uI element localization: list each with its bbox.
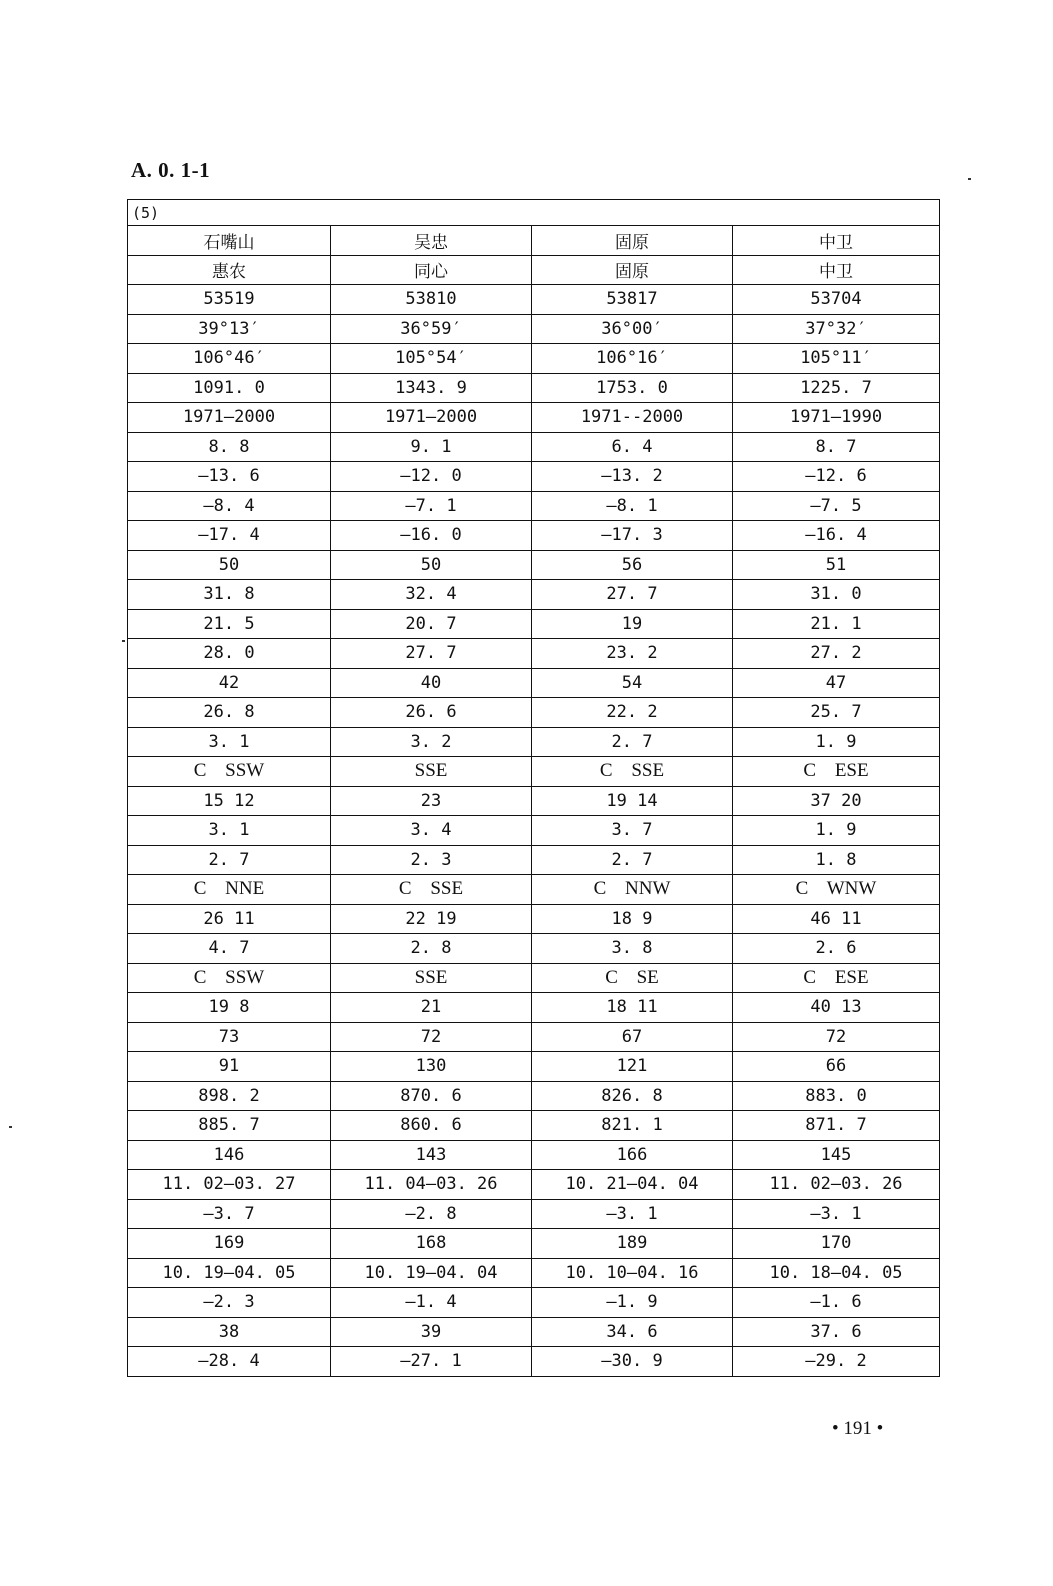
- table-row: [128, 521, 940, 551]
- table-cell: C NNW: [532, 875, 733, 905]
- table-cell: 36°00′: [532, 314, 733, 344]
- header-cell: 惠农: [128, 255, 331, 285]
- table-cell: 36°59′: [331, 314, 532, 344]
- table-cell: 166: [532, 1140, 733, 1170]
- table-cell: 21. 1: [733, 609, 940, 639]
- table-cell: 91: [128, 1052, 331, 1082]
- scan-speck: [9, 1126, 12, 1128]
- table-cell: 146: [128, 1140, 331, 1170]
- table-cell: 130: [331, 1052, 532, 1082]
- table-cell: —1. 9: [532, 1288, 733, 1318]
- table-cell: 106°16′: [532, 344, 733, 374]
- table-cell: —29. 2: [733, 1347, 940, 1377]
- table-cell: 3. 2: [331, 727, 532, 757]
- table-cell: —17. 3: [532, 521, 733, 551]
- table-row: [128, 668, 940, 698]
- table-cell: 53810: [331, 285, 532, 315]
- table-cell: 2. 8: [331, 934, 532, 964]
- table-row: [128, 845, 940, 875]
- table-cell: 3. 1: [128, 816, 331, 846]
- table-cell: 1225. 7: [733, 373, 940, 403]
- table-title: A. 0. 1-1: [131, 158, 211, 182]
- table-cell: 19: [532, 609, 733, 639]
- table-cell: 31. 8: [128, 580, 331, 610]
- table-cell: 10. 19—04. 05: [128, 1258, 331, 1288]
- table-cell: 898. 2: [128, 1081, 331, 1111]
- table-cell: 105°54′: [331, 344, 532, 374]
- table-cell: 1971—2000: [128, 403, 331, 433]
- table-cell: 47: [733, 668, 940, 698]
- table-cell: —27. 1: [331, 1347, 532, 1377]
- table-cell: —7. 1: [331, 491, 532, 521]
- table-row: [128, 1317, 940, 1347]
- table-row: [128, 432, 940, 462]
- table-cell: C SSE: [331, 875, 532, 905]
- table-cell: 51: [733, 550, 940, 580]
- table-cell: 10. 21—04. 04: [532, 1170, 733, 1200]
- table-cell: 3. 4: [331, 816, 532, 846]
- table-cell: 871. 7: [733, 1111, 940, 1141]
- table-row: [128, 1140, 940, 1170]
- table-row: [128, 1288, 940, 1318]
- table-cell: 28. 0: [128, 639, 331, 669]
- table-cell: C ESE: [733, 963, 940, 993]
- table-cell: —2. 8: [331, 1199, 532, 1229]
- table-cell: 46 11: [733, 904, 940, 934]
- table-cell: 31. 0: [733, 580, 940, 610]
- table-cell: C SSW: [128, 757, 331, 787]
- table-row: [128, 757, 940, 787]
- table-cell: —1. 6: [733, 1288, 940, 1318]
- table-cell: 1753. 0: [532, 373, 733, 403]
- header-cell: 固原: [532, 255, 733, 285]
- table-cell: —12. 6: [733, 462, 940, 492]
- climate-data-table: [127, 199, 939, 1377]
- header-row-station: [128, 255, 940, 285]
- table-cell: 25. 7: [733, 698, 940, 728]
- table-cell: 2. 7: [532, 845, 733, 875]
- table-cell: SSE: [331, 757, 532, 787]
- table-cell: 169: [128, 1229, 331, 1259]
- table-cell: 8. 7: [733, 432, 940, 462]
- table-cell: 26. 8: [128, 698, 331, 728]
- header-cell: 同心: [331, 255, 532, 285]
- table-cell: 72: [331, 1022, 532, 1052]
- table-row: [128, 491, 940, 521]
- table-cell: 3. 8: [532, 934, 733, 964]
- table-cell: 23: [331, 786, 532, 816]
- header-cell: 石嘴山: [128, 226, 331, 256]
- table-row: [128, 816, 940, 846]
- table-cell: C ESE: [733, 757, 940, 787]
- table-cell: 67: [532, 1022, 733, 1052]
- table-cell: —16. 0: [331, 521, 532, 551]
- table-cell: SSE: [331, 963, 532, 993]
- table-row: [128, 786, 940, 816]
- table-row: [128, 1199, 940, 1229]
- table-cell: 11. 02—03. 27: [128, 1170, 331, 1200]
- table-cell: 19 14: [532, 786, 733, 816]
- header-cell: 中卫: [733, 255, 940, 285]
- page-number: • 191 •: [832, 1418, 884, 1439]
- table-cell: 27. 2: [733, 639, 940, 669]
- table-cell: 826. 8: [532, 1081, 733, 1111]
- table-cell: 39°13′: [128, 314, 331, 344]
- table-cell: 2. 6: [733, 934, 940, 964]
- table-cell: 72: [733, 1022, 940, 1052]
- table-cell: —3. 1: [532, 1199, 733, 1229]
- table-cell: 860. 6: [331, 1111, 532, 1141]
- table-cell: 106°46′: [128, 344, 331, 374]
- table-cell: —13. 2: [532, 462, 733, 492]
- table-row: [128, 1347, 940, 1377]
- table-cell: —13. 6: [128, 462, 331, 492]
- table-cell: 53519: [128, 285, 331, 315]
- table-cell: 2. 7: [128, 845, 331, 875]
- table-cell: 21: [331, 993, 532, 1023]
- table-row: [128, 314, 940, 344]
- table-row: [128, 1229, 940, 1259]
- table-cell: 73: [128, 1022, 331, 1052]
- table-cell: 26 11: [128, 904, 331, 934]
- table-row: [128, 875, 940, 905]
- table-cell: 18 11: [532, 993, 733, 1023]
- table-cell: 11. 02—03. 26: [733, 1170, 940, 1200]
- table-row: [128, 904, 940, 934]
- table-cell: 11. 04—03. 26: [331, 1170, 532, 1200]
- scan-speck: [122, 640, 125, 642]
- header-cell: 中卫: [733, 226, 940, 256]
- table-row: [128, 285, 940, 315]
- table-cell: 168: [331, 1229, 532, 1259]
- table-cell: 37°32′: [733, 314, 940, 344]
- table-cell: 3. 1: [128, 727, 331, 757]
- table-row: [128, 1081, 940, 1111]
- table-cell: 9. 1: [331, 432, 532, 462]
- table-cell: 189: [532, 1229, 733, 1259]
- table-cell: 6. 4: [532, 432, 733, 462]
- table-cell: 22. 2: [532, 698, 733, 728]
- table-cell: —12. 0: [331, 462, 532, 492]
- table-cell: C SE: [532, 963, 733, 993]
- table-cell: —16. 4: [733, 521, 940, 551]
- header-cell: 固原: [532, 226, 733, 256]
- table-row: [128, 462, 940, 492]
- table-row: [128, 580, 940, 610]
- table-cell: 170: [733, 1229, 940, 1259]
- table-cell: —2. 3: [128, 1288, 331, 1318]
- table-cell: 1091. 0: [128, 373, 331, 403]
- table-row: [128, 639, 940, 669]
- table-cell: —28. 4: [128, 1347, 331, 1377]
- table-row: [128, 934, 940, 964]
- table-cell: C WNW: [733, 875, 940, 905]
- table-row: [128, 1111, 940, 1141]
- table-cell: 1. 8: [733, 845, 940, 875]
- table-cell: 54: [532, 668, 733, 698]
- table-cell: 22 19: [331, 904, 532, 934]
- table-row: [128, 1170, 940, 1200]
- table-row: [128, 963, 940, 993]
- scan-speck: [968, 178, 971, 180]
- table-cell: 2. 7: [532, 727, 733, 757]
- table-cell: 40: [331, 668, 532, 698]
- header-row-region: [128, 226, 940, 256]
- table-cell: 50: [331, 550, 532, 580]
- table-cell: 885. 7: [128, 1111, 331, 1141]
- table-cell: 37. 6: [733, 1317, 940, 1347]
- table-cell: 4. 7: [128, 934, 331, 964]
- table-cell: 105°11′: [733, 344, 940, 374]
- table-cell: 20. 7: [331, 609, 532, 639]
- table-cell: 1. 9: [733, 816, 940, 846]
- table-cell: 15 12: [128, 786, 331, 816]
- table-cell: C SSW: [128, 963, 331, 993]
- table-cell: 19 8: [128, 993, 331, 1023]
- table-cell: 53704: [733, 285, 940, 315]
- table-row: [128, 344, 940, 374]
- table-cell: 2. 3: [331, 845, 532, 875]
- header-cell: 吴忠: [331, 226, 532, 256]
- table-row: [128, 609, 940, 639]
- table-cell: 121: [532, 1052, 733, 1082]
- table-caption: (5): [128, 200, 940, 226]
- table-cell: 10. 18—04. 05: [733, 1258, 940, 1288]
- table-cell: 143: [331, 1140, 532, 1170]
- table-cell: 8. 8: [128, 432, 331, 462]
- table-cell: 21. 5: [128, 609, 331, 639]
- table-row: [128, 403, 940, 433]
- table-cell: 23. 2: [532, 639, 733, 669]
- table-cell: —3. 1: [733, 1199, 940, 1229]
- table-row: [128, 698, 940, 728]
- table-cell: 56: [532, 550, 733, 580]
- table-cell: 10. 19—04. 04: [331, 1258, 532, 1288]
- table-cell: 26. 6: [331, 698, 532, 728]
- table-cell: 27. 7: [532, 580, 733, 610]
- table-cell: 27. 7: [331, 639, 532, 669]
- table-cell: 38: [128, 1317, 331, 1347]
- table-cell: 66: [733, 1052, 940, 1082]
- table-cell: 39: [331, 1317, 532, 1347]
- table-cell: 1971--2000: [532, 403, 733, 433]
- table-cell: 50: [128, 550, 331, 580]
- table-cell: 10. 10—04. 16: [532, 1258, 733, 1288]
- table-row: [128, 993, 940, 1023]
- table-row: [128, 550, 940, 580]
- table-cell: 32. 4: [331, 580, 532, 610]
- table-cell: —17. 4: [128, 521, 331, 551]
- table-cell: —7. 5: [733, 491, 940, 521]
- table-cell: 53817: [532, 285, 733, 315]
- table-cell: 1971—1990: [733, 403, 940, 433]
- table-cell: 1343. 9: [331, 373, 532, 403]
- table-row: [128, 1258, 940, 1288]
- table-cell: —8. 4: [128, 491, 331, 521]
- table-cell: —30. 9: [532, 1347, 733, 1377]
- table-cell: 34. 6: [532, 1317, 733, 1347]
- table-row: [128, 1052, 940, 1082]
- table-cell: 870. 6: [331, 1081, 532, 1111]
- table-cell: 42: [128, 668, 331, 698]
- table-cell: 145: [733, 1140, 940, 1170]
- table-cell: 40 13: [733, 993, 940, 1023]
- table-cell: C NNE: [128, 875, 331, 905]
- table-cell: 37 20: [733, 786, 940, 816]
- caption-row: [128, 200, 940, 226]
- table-row: [128, 727, 940, 757]
- table-cell: C SSE: [532, 757, 733, 787]
- table-cell: 18 9: [532, 904, 733, 934]
- table-cell: 1971—2000: [331, 403, 532, 433]
- table-row: [128, 373, 940, 403]
- table-cell: 3. 7: [532, 816, 733, 846]
- table-cell: 821. 1: [532, 1111, 733, 1141]
- table-cell: —8. 1: [532, 491, 733, 521]
- table-cell: 1. 9: [733, 727, 940, 757]
- table-row: [128, 1022, 940, 1052]
- table-cell: —1. 4: [331, 1288, 532, 1318]
- table-cell: —3. 7: [128, 1199, 331, 1229]
- table-cell: 883. 0: [733, 1081, 940, 1111]
